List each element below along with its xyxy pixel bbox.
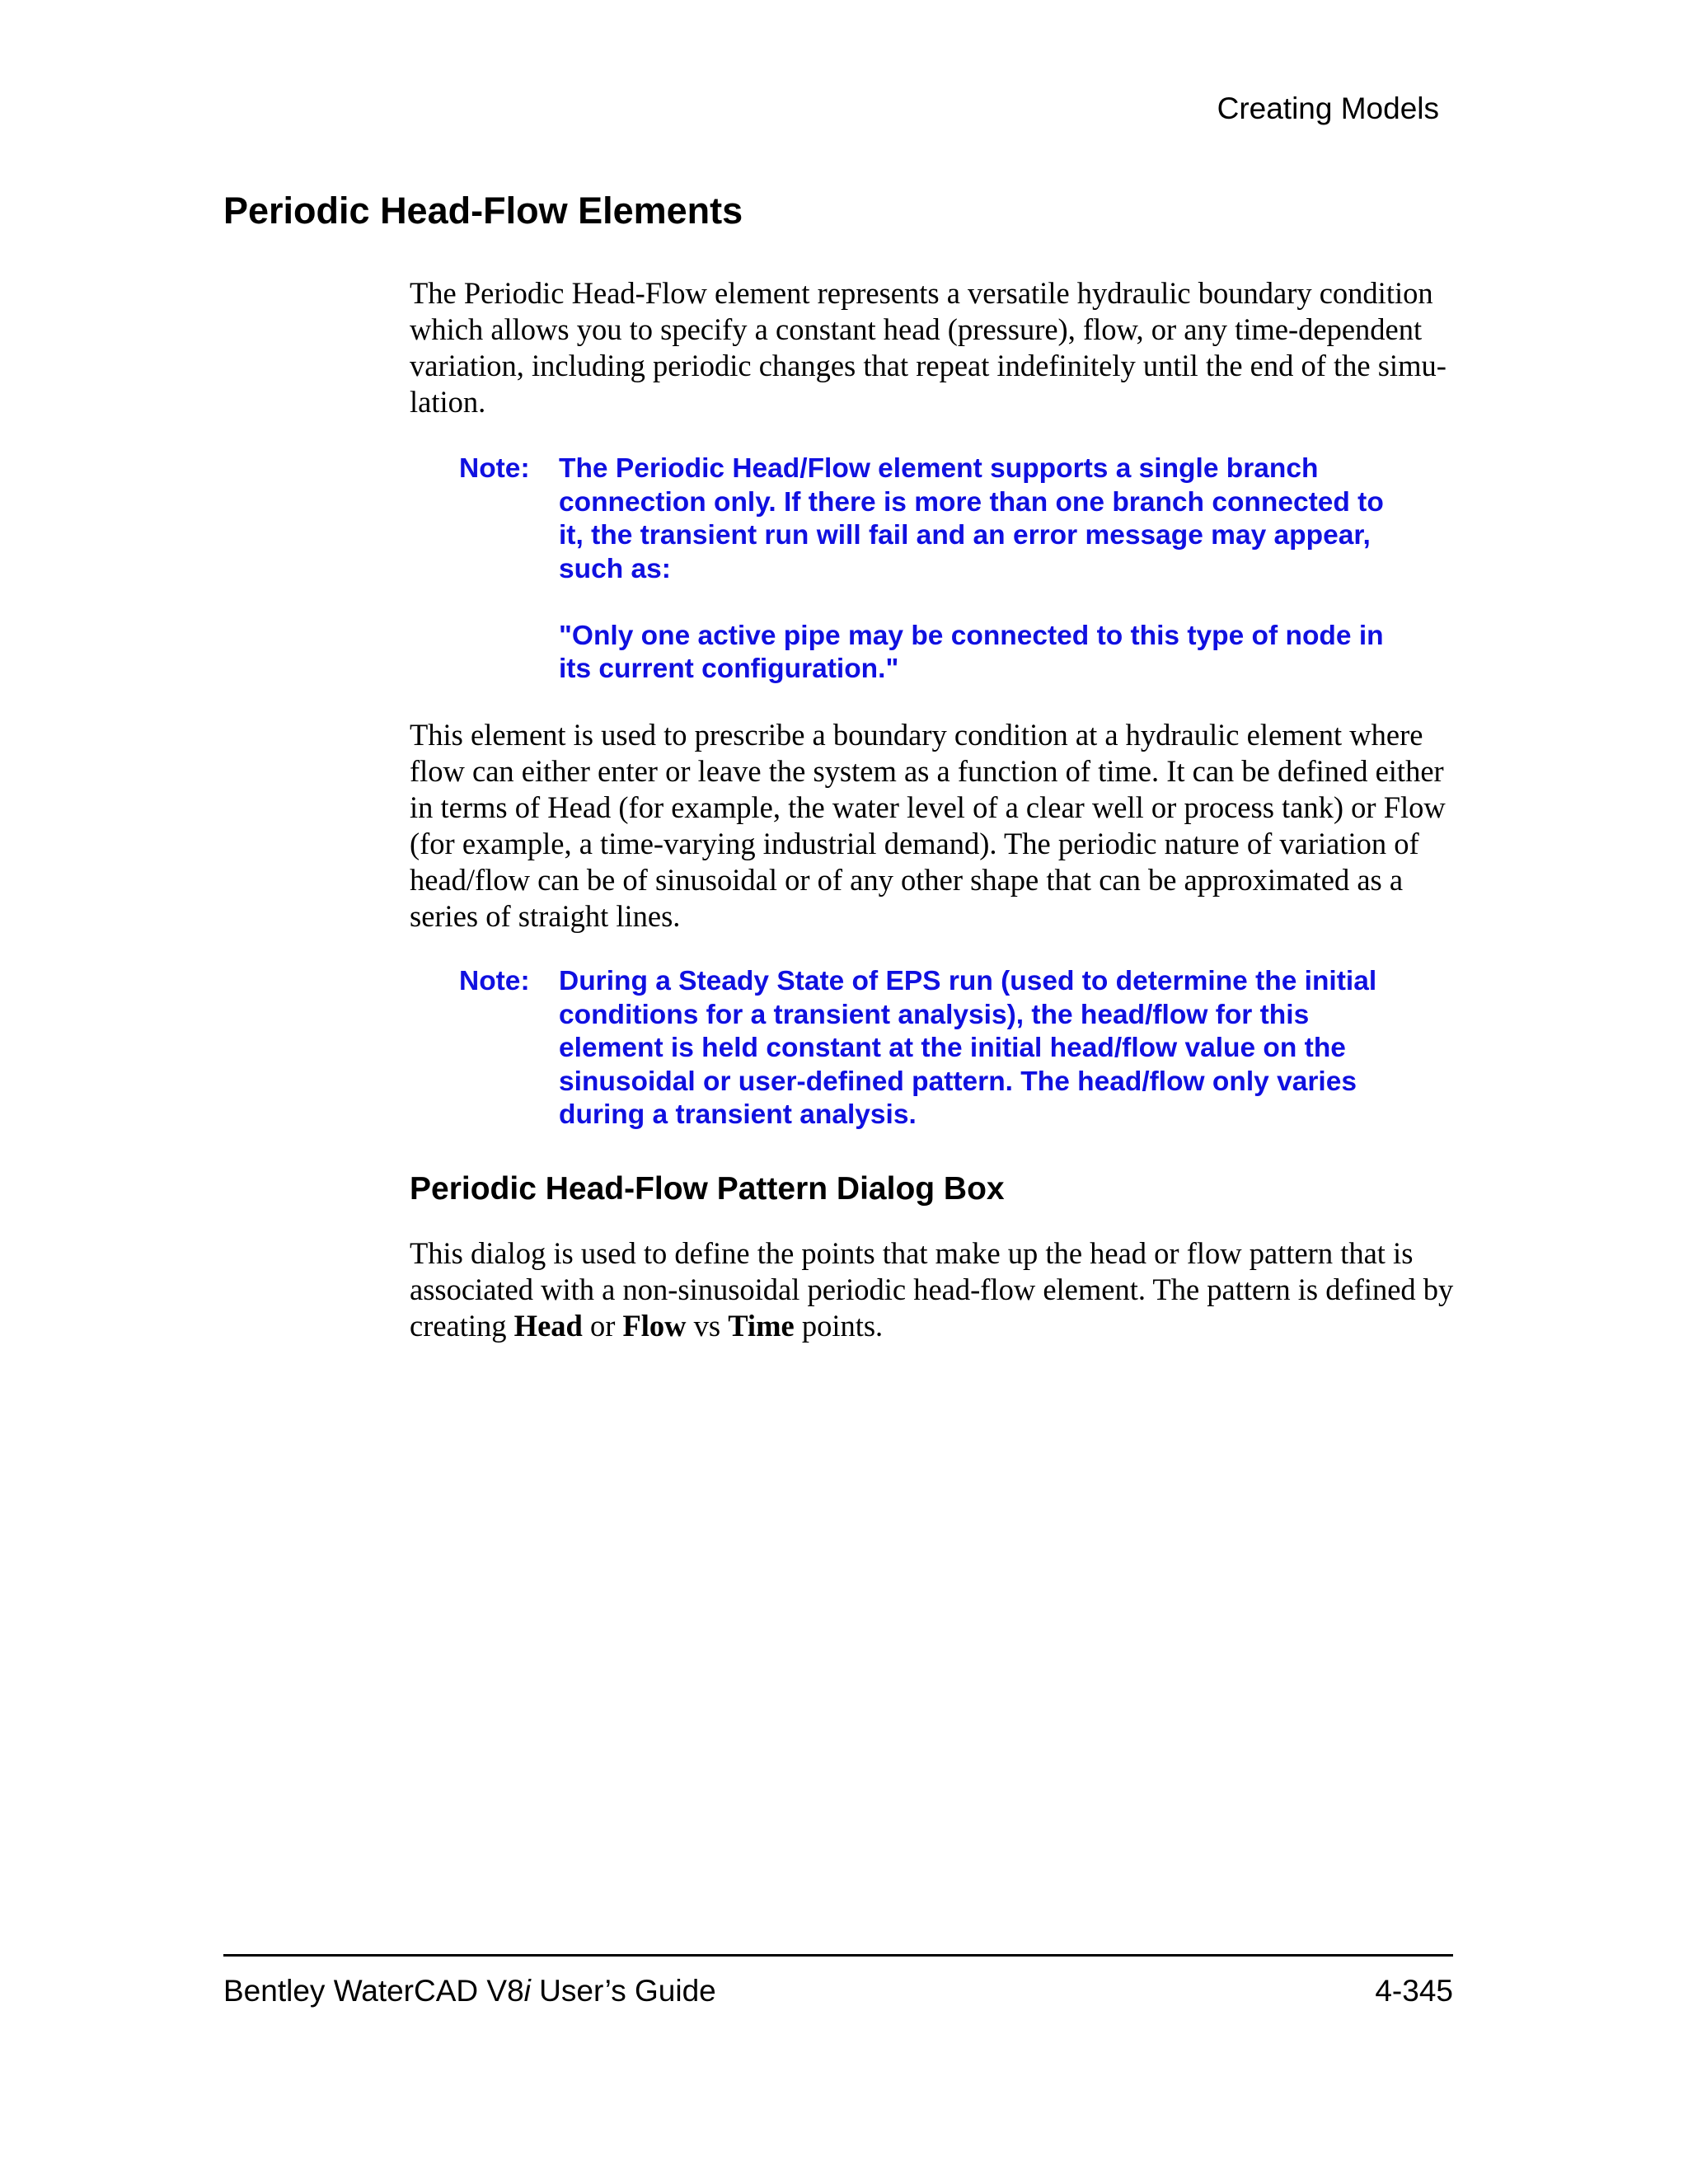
term-time: Time bbox=[728, 1309, 795, 1343]
footer-divider bbox=[223, 1954, 1453, 1957]
connector-vs: vs bbox=[686, 1309, 729, 1343]
connector-or: or bbox=[582, 1309, 623, 1343]
body-paragraph: This element is used to prescribe a boundary condition at a hydraulic element where flow can either enter or leave the system as a function of time. It can be defined either in terms of Head (for example, the water level of a clear well or process tank) or Flow (for example, a time-varying industrial demand). The periodic nature of variation of head/flow can be of sinusoidal or of any other shape that can be approximated as a series of straight lines. bbox=[410, 718, 1446, 933]
note-steady-state bbox=[459, 965, 1415, 1132]
note-text: During a Steady State of EPS run (used to determine the initial conditions for a transient analysis), the head/flow for this element is held constant at the initial head/flow value on the sinusoidal or user-defined pattern. The head/flow only varies during a transient analysis. bbox=[559, 966, 1377, 1130]
note-label: Note: bbox=[459, 453, 530, 484]
term-head: Head bbox=[513, 1309, 583, 1343]
note-text: The Periodic Head/Flow element supports a single branch connection only. If there is more than one branch connected to it, the transient run will fail and an error message may appear, such as: bbox=[559, 453, 1384, 584]
page-number: 4-345 bbox=[1375, 1974, 1453, 2008]
guide-title-italic: i bbox=[523, 1974, 531, 2008]
subsection-title: Periodic Head-Flow Pattern Dialog Box bbox=[410, 1171, 1005, 1207]
guide-title-suffix: User’s Guide bbox=[530, 1974, 716, 2008]
note-body bbox=[559, 452, 1415, 687]
dialog-description-paragraph bbox=[410, 1235, 1456, 1344]
running-header: Creating Models bbox=[1217, 91, 1439, 125]
dialog-description-end: points. bbox=[794, 1309, 884, 1343]
guide-title-prefix: Bentley WaterCAD V8 bbox=[223, 1974, 524, 2008]
note-single-branch bbox=[459, 452, 1415, 687]
note-error-quote: "Only one active pipe may be connected to this type of node in its current configuration." bbox=[559, 620, 1384, 684]
note-body bbox=[559, 965, 1415, 1132]
dialog-description-text: This dialog is used to define the points that make up the head or flow pattern that is associated with a non-sinusoidal periodic head-flow element. The pattern is defined by creating bbox=[410, 1236, 1454, 1343]
section-title: Periodic Head-Flow Elements bbox=[223, 190, 743, 232]
term-flow: Flow bbox=[622, 1309, 687, 1343]
footer-guide-title bbox=[223, 1971, 716, 2011]
note-label: Note: bbox=[459, 966, 530, 996]
intro-paragraph: The Periodic Head-Flow element represents a versatile hydraulic boundary condition which allows you to specify a constant head (pressure), flow, or any time-dependent variation, including periodic changes that repeat indefinitely until the end of the simu-lation. bbox=[410, 276, 1447, 419]
